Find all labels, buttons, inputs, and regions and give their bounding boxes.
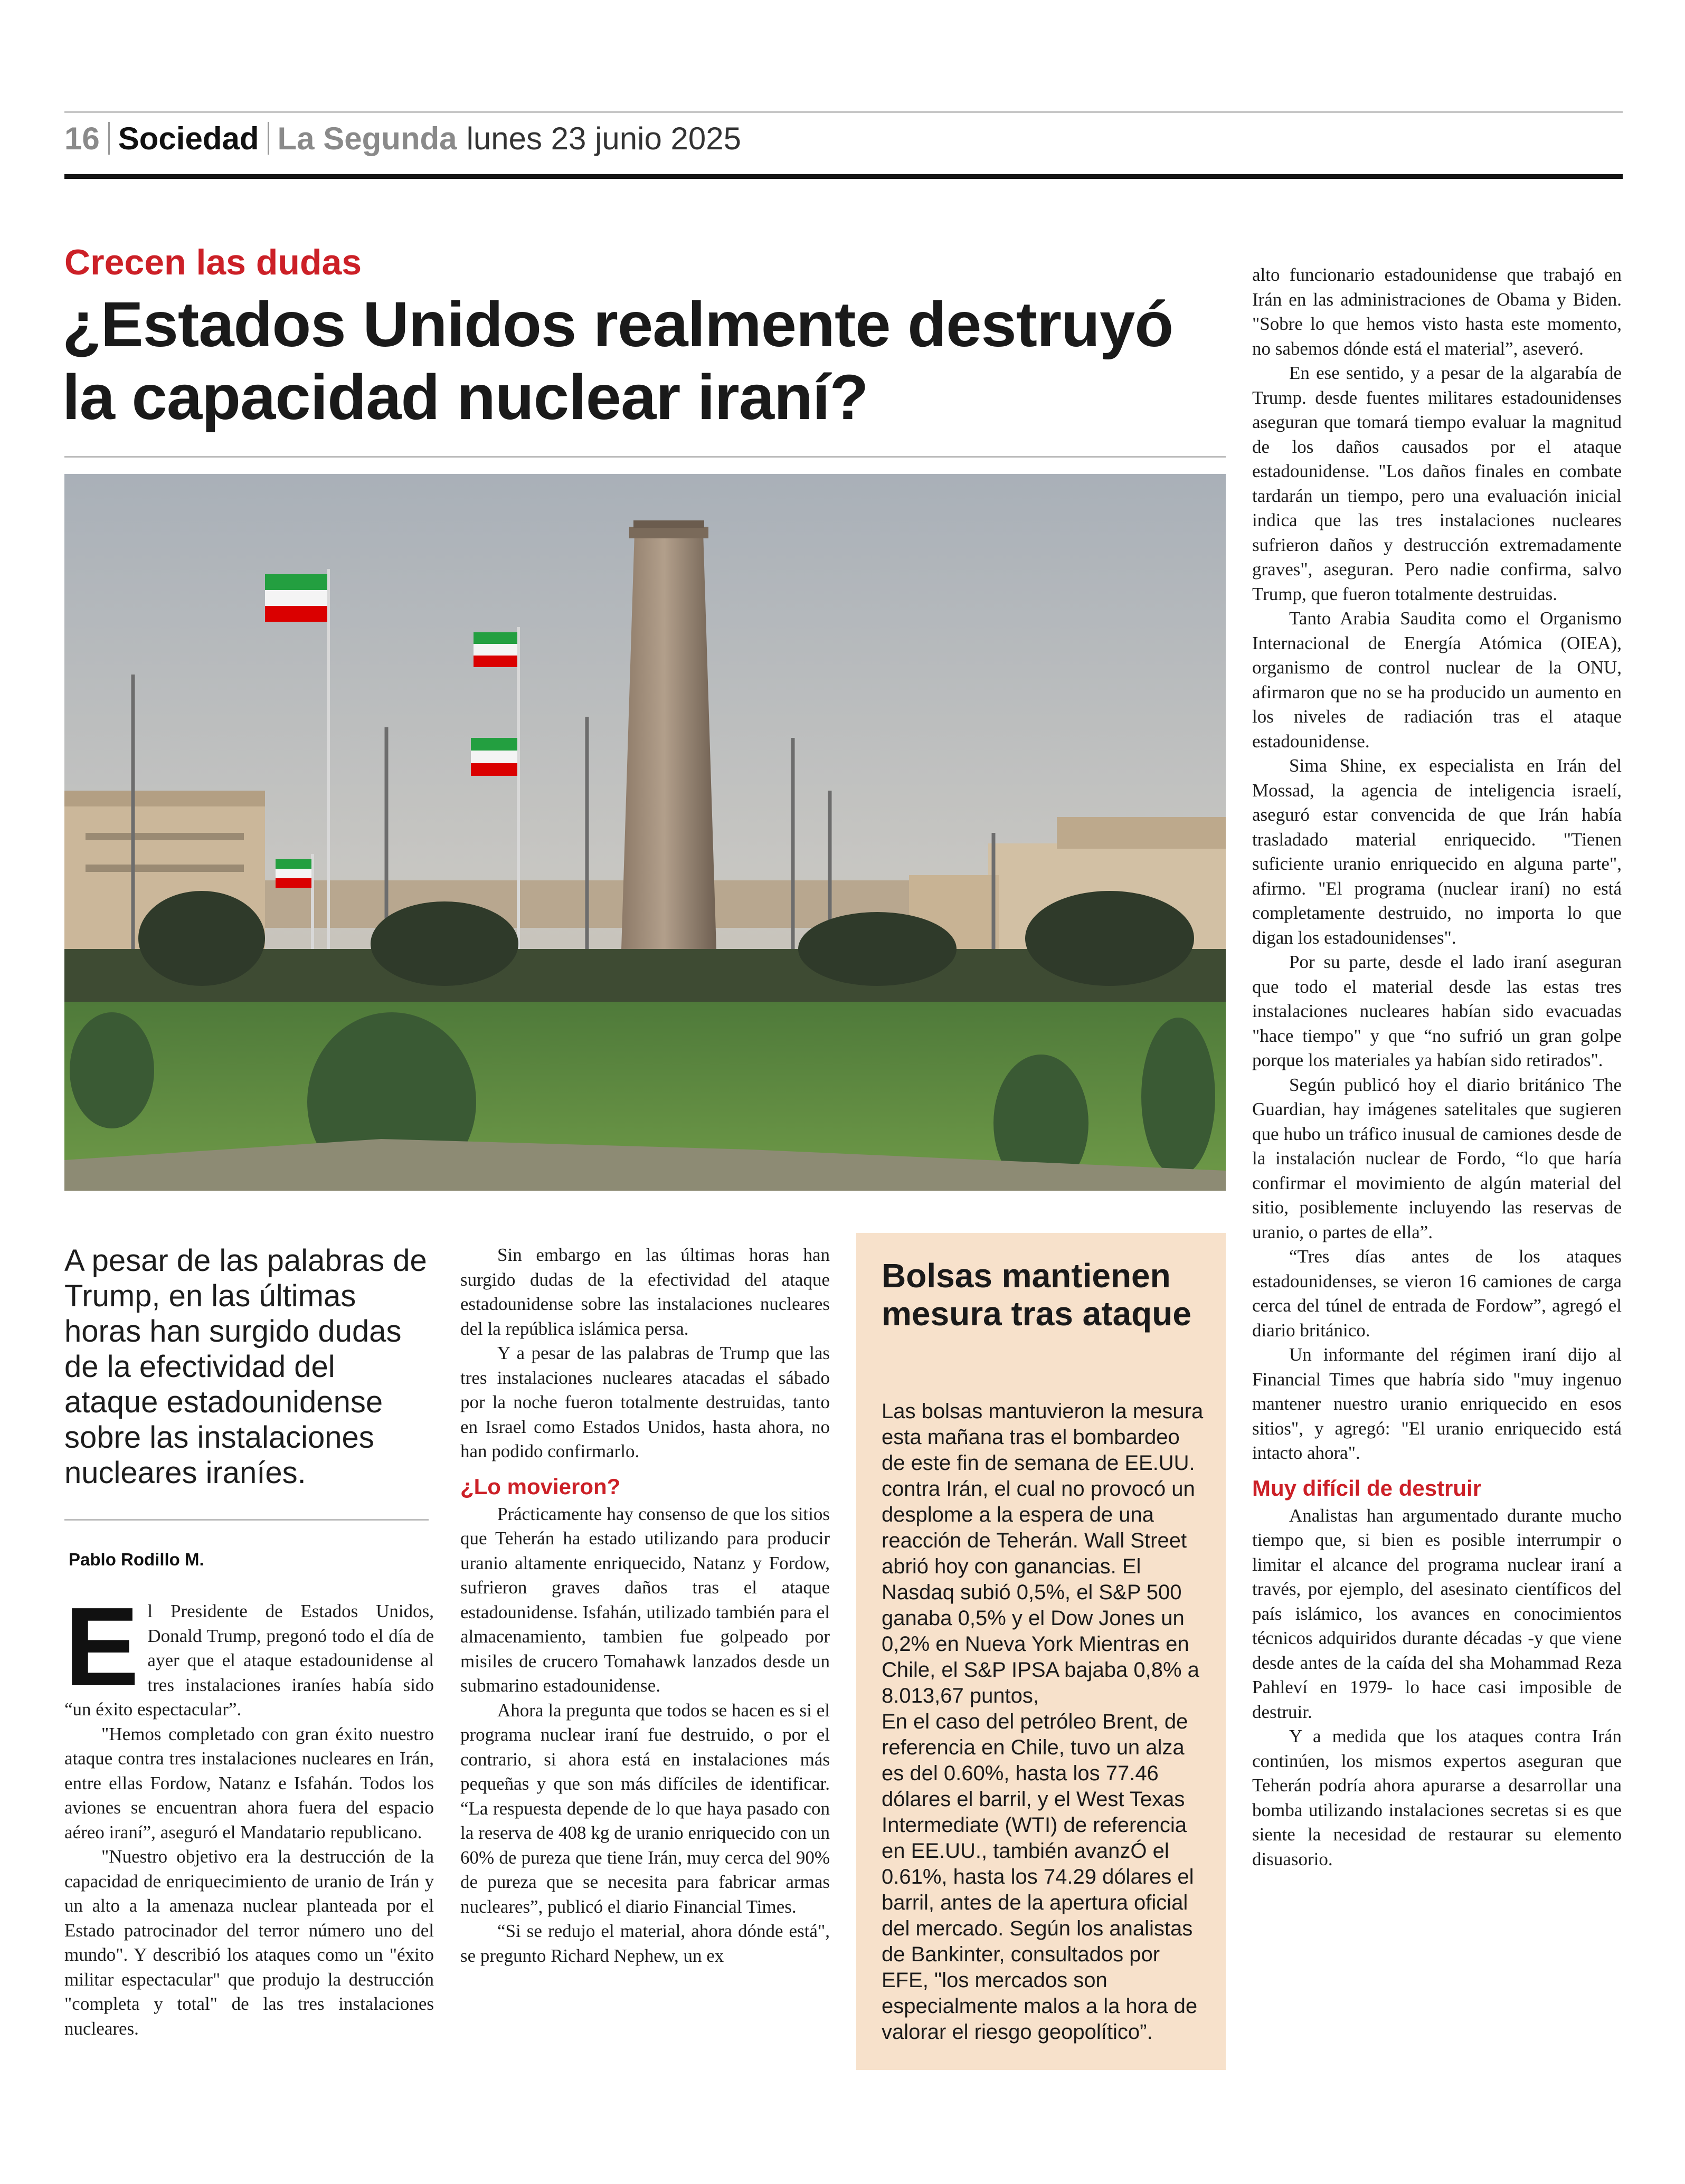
sidebar-title: Bolsas mantienen mesura tras ataque bbox=[882, 1257, 1191, 1333]
body-paragraph: Y a medida que los ataques contra Irán continúen, los mismos expertos aseguran que Teherán podría ahora apurarse a desarrollar una bomba utilizando instalaciones secretas si es que siente la necesidad de restaurar su elemento disuasorio. bbox=[1252, 1726, 1622, 1869]
dropcap: E bbox=[64, 1584, 139, 1709]
masthead-bottom-rule bbox=[64, 174, 1623, 179]
body-paragraph: El Presidente de Estados Unidos, Donald Trump, pregonó todo el día de ayer que el ataque estadounidense al tres instalaciones iraníes había sido “un éxito espectacular”. bbox=[64, 1584, 434, 1720]
body-paragraph: "Nuestro objetivo era la destrucción de la capacidad de enriquecimiento de uranio de Irán y un alto a la amenaza nuclear planteada por el Estado patrocinador del terror número uno del mundo". Y describió los ataques como un "éxito militar espectacular" que produjo la destrucción "completa y total" de las tres instalaciones nucleares. bbox=[64, 1846, 434, 2039]
body-paragraph: Un informante del régimen iraní dijo al Financial Times que habría sido "muy ingenuo mantener nuestro uranio enriquecido en esos sitios", y agregó: "El uranio enriquecido está intacto ahora". bbox=[1252, 1344, 1622, 1463]
body-paragraph: Y a pesar de las palabras de Trump que las tres instalaciones nucleares atacadas el sábado por la noche fueron totalmente destruidas, tanto en Israel como Estados Unidos, hasta ahora, no han podido confirmarlo. bbox=[460, 1343, 830, 1461]
body-paragraph: Según publicó hoy el diario británico The Guardian, hay imágenes satelitales que sugieren que hubo un tráfico inusual de camiones desde de la instalación nuclear de Fordo, “lo que haría confirmar el movimiento de algún material del sitio, posiblemente incluyendo las reservas de uranio, o partes de ella”. bbox=[1252, 1074, 1622, 1242]
masthead-divider bbox=[268, 122, 269, 155]
body-paragraph: “Si se redujo el material, ahora dónde está", se pregunto Richard Nephew, un ex bbox=[460, 1921, 830, 1966]
lede-rule bbox=[64, 1519, 429, 1521]
body-paragraph: Ahora la pregunta que todos se hacen es si el programa nuclear iraní fue destruido, o por el contrario, si ahora está en instalaciones más pequeñas y que son más difíciles de identificar. “La respuesta depende de lo que haya pasado con la reserva de 408 kg de uranio enriquecido con un 60% de pureza que tiene Irán, muy cerca del 90% de pureza que se necesita para fabricar armas nucleares”, publicó el diario Financial Times. bbox=[460, 1699, 830, 1917]
headline-rule bbox=[64, 456, 1226, 458]
body-paragraph: "Hemos completado con gran éxito nuestro ataque contra tres instalaciones nucleares en Irán, entre ellas Fordow, Natanz e Isfahán. Todos los aviones se encuentran ahora fuera del espacio aéreo iraní”, aseguró el Mandatario republicano. bbox=[64, 1723, 434, 1843]
masthead-divider bbox=[108, 122, 110, 155]
body-column-1 bbox=[64, 1584, 434, 2041]
page-number: 16 bbox=[64, 120, 100, 156]
nuclear-facility-illustration bbox=[64, 474, 1226, 1191]
subheading-lo-movieron: ¿Lo movieron? bbox=[460, 1474, 621, 1499]
body-paragraph: Analistas han argumentado durante mucho tiempo que, si bien es posible interrumpir o limitar el alcance del programa nuclear iraní a través, por ejemplo, del asesinato científicos del país islámico, los avances en conocimientos técnicos adquiridos durante décadas -y que viene desde antes de la caída del sha Mohammad Reza Pahleví en 1979- lo hace casi imposible de destruir. bbox=[1252, 1505, 1622, 1722]
markets-sidebar bbox=[856, 1233, 1226, 2070]
masthead-top-rule bbox=[64, 111, 1623, 113]
body-paragraph: Prácticamente hay consenso de que los sitios que Teherán ha estado utilizando para producir uranio altamente enriquecido, Natanz y Fordow, sufrieron graves daños tras el ataque estadounidense. Isfahán, utilizado también para el almacenamiento, tambien fue golpeado por misiles de crucero Tomahawk lanzados desde un submarino estadounidense. bbox=[460, 1503, 830, 1696]
body-paragraph: “Tres días antes de los ataques estadounidenses, se vieron 16 camiones de carga cerca del túnel de entrada de Fordow”, agregó el diario británico. bbox=[1252, 1246, 1622, 1341]
body-paragraph: Tanto Arabia Saudita como el Organismo Internacional de Energía Atómica (OIEA), organismo de control nuclear de la ONU, afirmaron que no se ha producido un aumento en los niveles de radiación tras el ataque estadounidense. bbox=[1252, 608, 1622, 752]
sidebar-body bbox=[882, 1399, 1209, 2045]
article-kicker: Crecen las dudas bbox=[64, 242, 362, 282]
body-paragraph: Sin embargo en las últimas horas han surgido dudas de la efectividad del ataque estadounidense sobre las instalaciones nucleares del la república islámica persa. bbox=[460, 1245, 830, 1339]
article-headline: ¿Estados Unidos realmente destruyó la capacidad nuclear iraní? bbox=[62, 288, 1173, 433]
newspaper-name: La Segunda bbox=[277, 120, 457, 156]
body-column-2 bbox=[460, 1243, 830, 1968]
body-column-4 bbox=[1252, 263, 1622, 1872]
body-paragraph: En ese sentido, y a pesar de la algarabía de Trump. desde fuentes militares estadounidenses aseguran que tomará tiempo evaluar la magnitud de los daños causados por el ataque estadounidense. "Los daños finales en combate tardarán un tiempo, pero una evaluación inicial indica que las tres instalaciones nucleares sufrieron daños y destrucción extremadamente graves", aseguran. Pero nadie confirma, salvo Trump, que fueron totalmente destruidas. bbox=[1252, 363, 1622, 604]
section-name: Sociedad bbox=[118, 120, 259, 156]
body-paragraph: Por su parte, desde el lado iraní aseguran que todo el material desde las estas tres instalaciones nucleares habían sido evacuadas "hace tiempo" y que “no sufrió un gran golpe porque los materiales ya habían sido retirados". bbox=[1252, 952, 1622, 1070]
body-paragraph: alto funcionario estadounidense que trabajó en Irán en las administraciones de Obama y Biden. "Sobre lo que hemos visto hasta este momento, no sabemos dónde está el material”, aseveró. bbox=[1252, 264, 1622, 359]
byline: Pablo Rodillo M. bbox=[69, 1550, 204, 1569]
subheading-muy-dificil: Muy difícil de destruir bbox=[1252, 1475, 1482, 1501]
article-photo bbox=[64, 474, 1226, 1191]
masthead bbox=[64, 117, 741, 159]
article-lede: A pesar de las palabras de Trump, en las últimas horas han surgido dudas de la efectividad del ataque estadounidense sobre las instalaciones nucleares iraníes. bbox=[64, 1243, 427, 1490]
body-paragraph: Sima Shine, ex especialista en Irán del Mossad, la agencia de inteligencia israelí, aseguró estar convencida de que Irán había trasladado material enriquecido. "Tienen suficiente uranio enriquecido en alguna parte", afirmo. "El programa (nuclear iraní) no está completamente destruido, no importa lo que digan los estadounidenses". bbox=[1252, 755, 1622, 948]
publication-date: lunes 23 junio 2025 bbox=[466, 120, 741, 156]
sidebar-paragraph: Las bolsas mantuvieron la mesura esta mañana tras el bombardeo de este fin de semana de EE.UU. contra Irán, el cual no provocó un desplome a la espera de una reacción de Teherán. Wall Street abrió hoy con ganancias. El Nasdaq subió 0,5%, el S&P 500 ganaba 0,5% y el Dow Jones un 0,2% en Nueva York Mientras en Chile, el S&P IPSA bajaba 0,8% a 8.013,67 puntos, bbox=[882, 1400, 1204, 1707]
sidebar-paragraph: En el caso del petróleo Brent, de referencia en Chile, tuvo un alza es del 0.60%, hasta los 77.46 dólares el barril, y el West Texas Intermediate (WTI) de referencia en EE.UU., también avanzÓ el 0.61%, hasta los 74.29 dólares el barril, antes de la apertura oficial del mercado. Según los analistas de Bankinter, consultados por EFE, "los mercados son especialmente malos a la hora de valorar el riesgo geopolítico”. bbox=[882, 1710, 1198, 2044]
